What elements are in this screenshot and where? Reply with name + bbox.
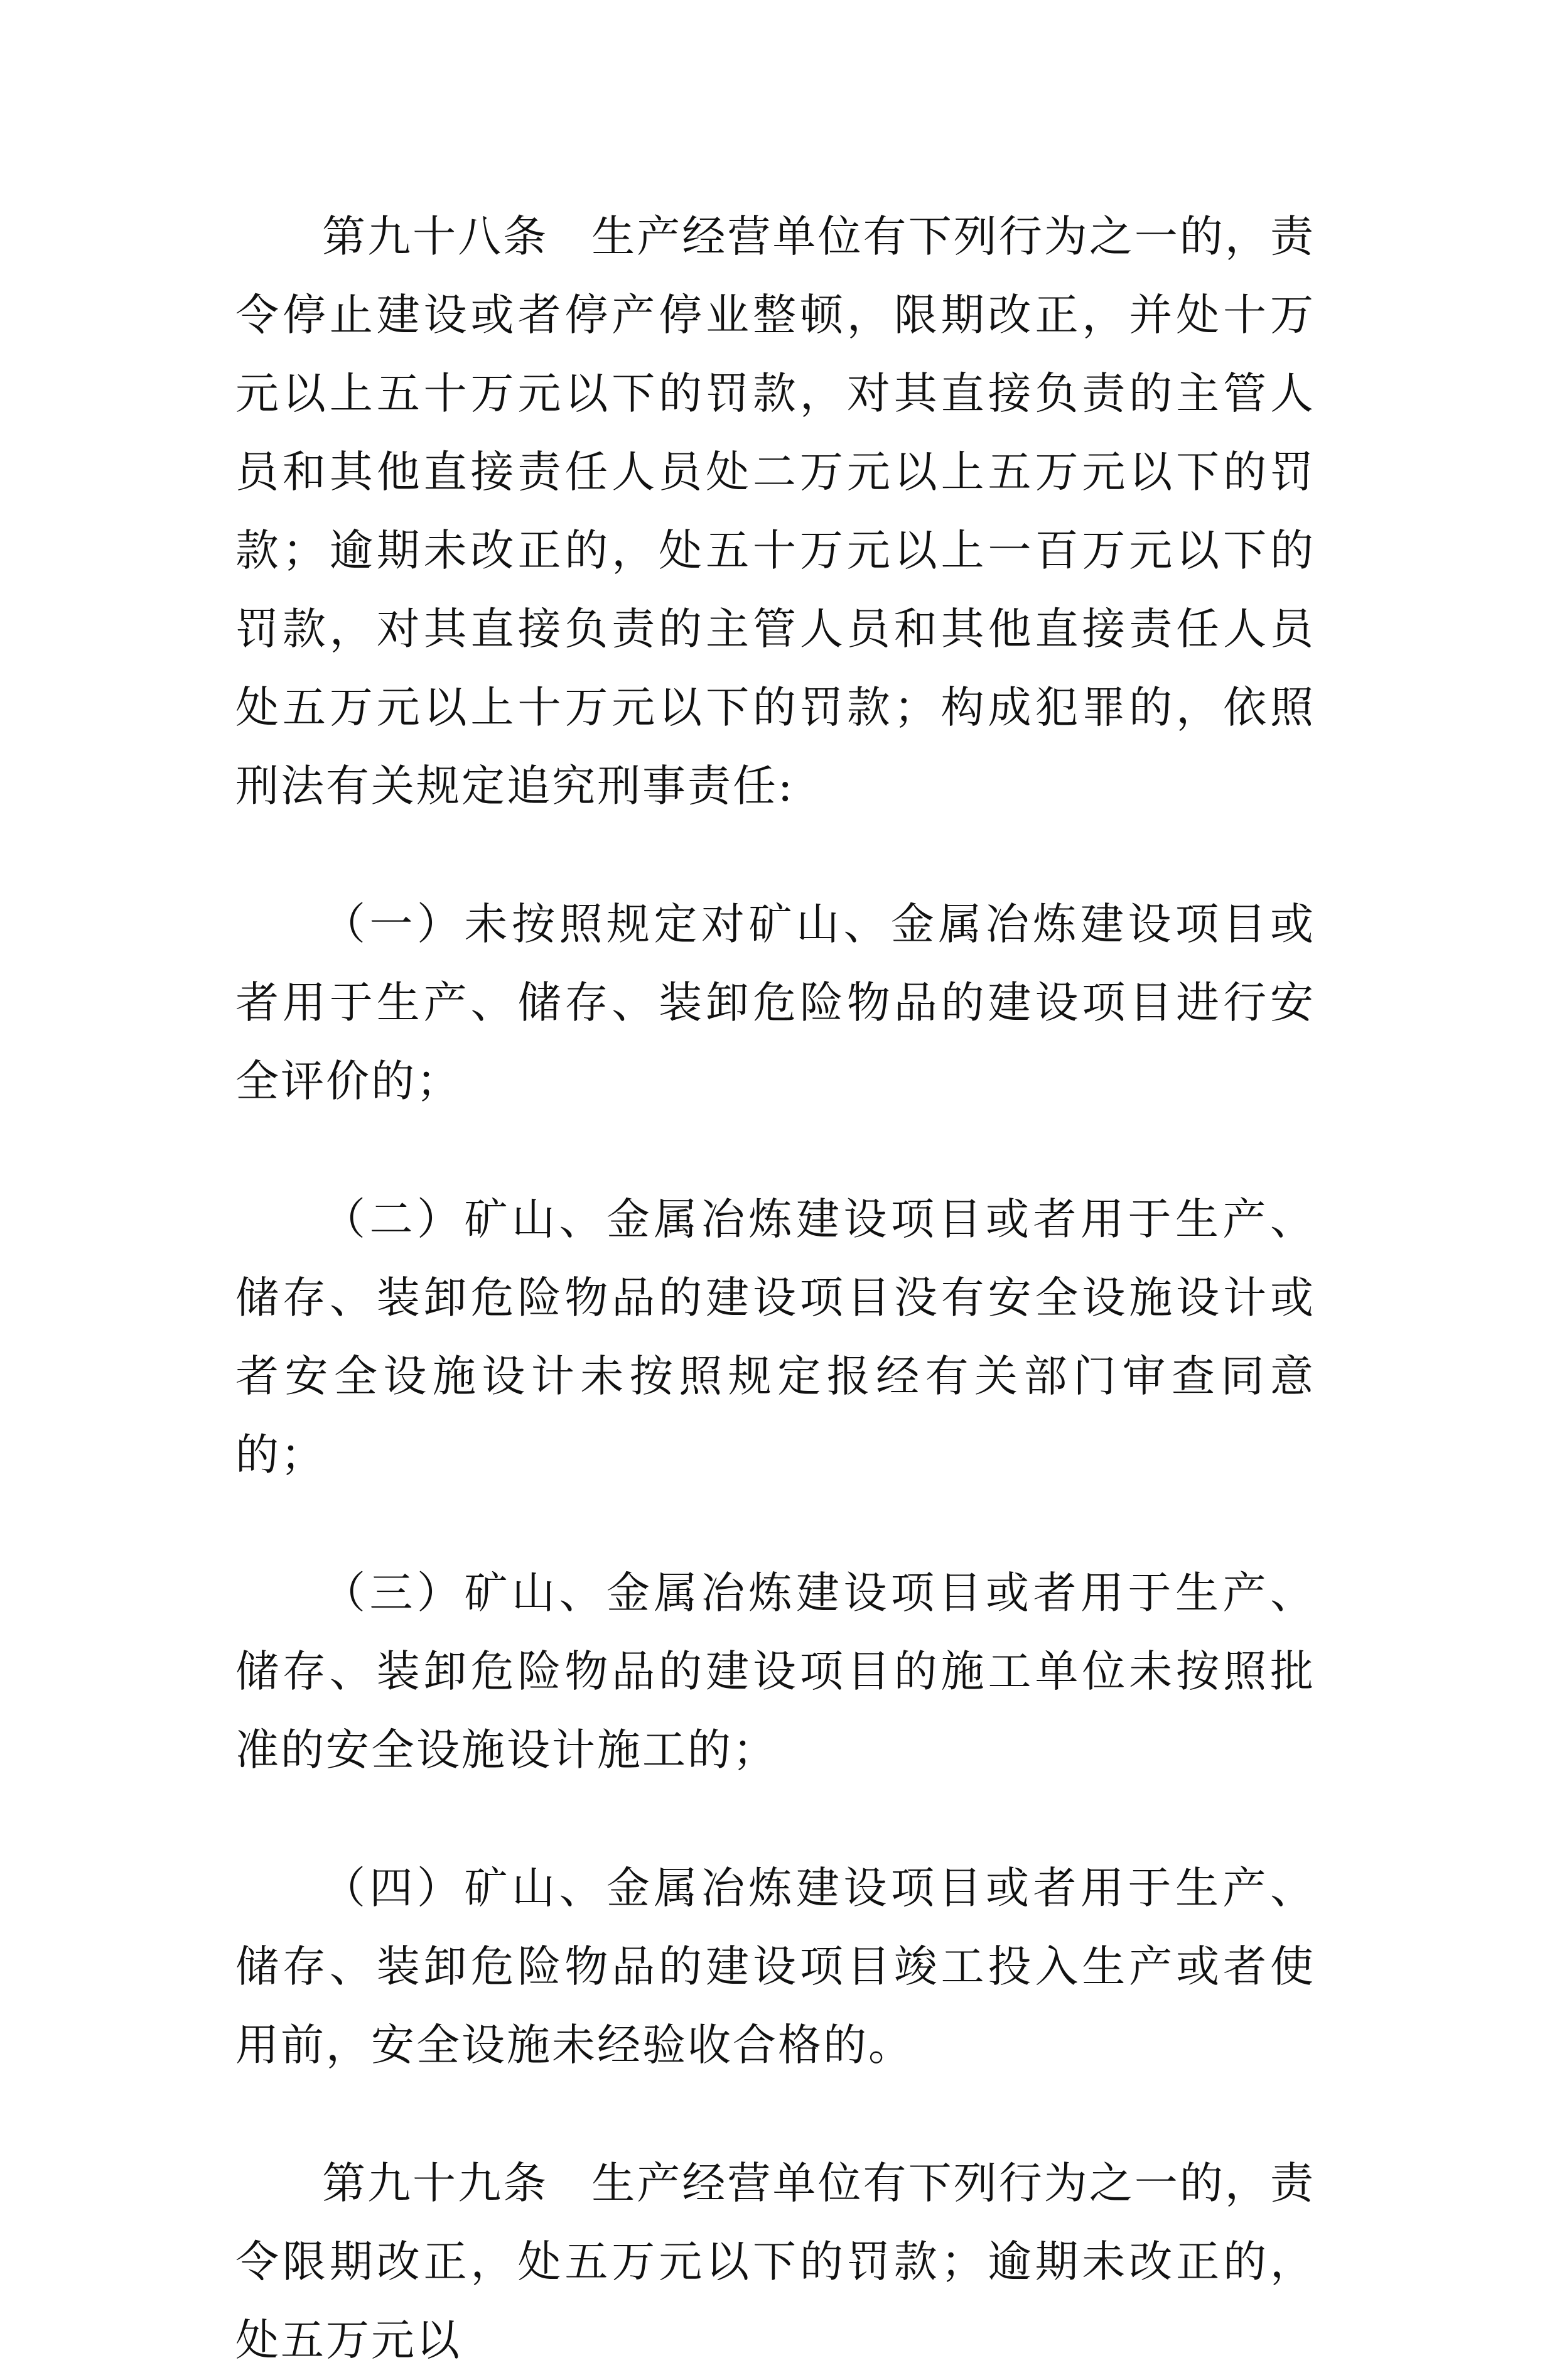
document-body	[235, 198, 1315, 2380]
article-99-paragraph	[235, 2145, 1315, 2380]
article-98-number: 第九十八条	[322, 212, 549, 262]
article-99-number: 第九十九条	[322, 2158, 549, 2209]
article-98-text: 生产经营单位有下列行为之一的，责令停止建设或者停产停业整顿，限期改正，并处十万元以上五十万元以下的罚款，对其直接负责的主管人员和其他直接责任人员处二万元以上五万元以下的罚款；逾期未改正的，处五十万元以上一百万元以下的罚款，对其直接负责的主管人员和其他直接责任人员处五万元以上十万元以下的罚款；构成犯罪的，依照刑法有关规定追究刑事责任:	[235, 212, 1315, 811]
article-98-item-2: （二）矿山、金属冶炼建设项目或者用于生产、储存、装卸危险物品的建设项目没有安全设施设计或者安全设施设计未按照规定报经有关部门审查同意的；	[235, 1194, 1315, 1480]
article-98-item-4: （四）矿山、金属冶炼建设项目或者用于生产、储存、装卸危险物品的建设项目竣工投入生产或者使用前，安全设施未经验收合格的。	[235, 1863, 1315, 2070]
article-98-item-3: （三）矿山、金属冶炼建设项目或者用于生产、储存、装卸危险物品的建设项目的施工单位未按照批准的安全设施设计施工的；	[235, 1568, 1315, 1775]
article-98-paragraph	[235, 198, 1315, 826]
article-98-item-1: （一）未按照规定对矿山、金属冶炼建设项目或者用于生产、储存、装卸危险物品的建设项目进行安全评价的；	[235, 899, 1315, 1106]
article-99-text: 生产经营单位有下列行为之一的，责令限期改正，处五万元以下的罚款；逾期未改正的，处五万元以	[235, 2158, 1315, 2366]
